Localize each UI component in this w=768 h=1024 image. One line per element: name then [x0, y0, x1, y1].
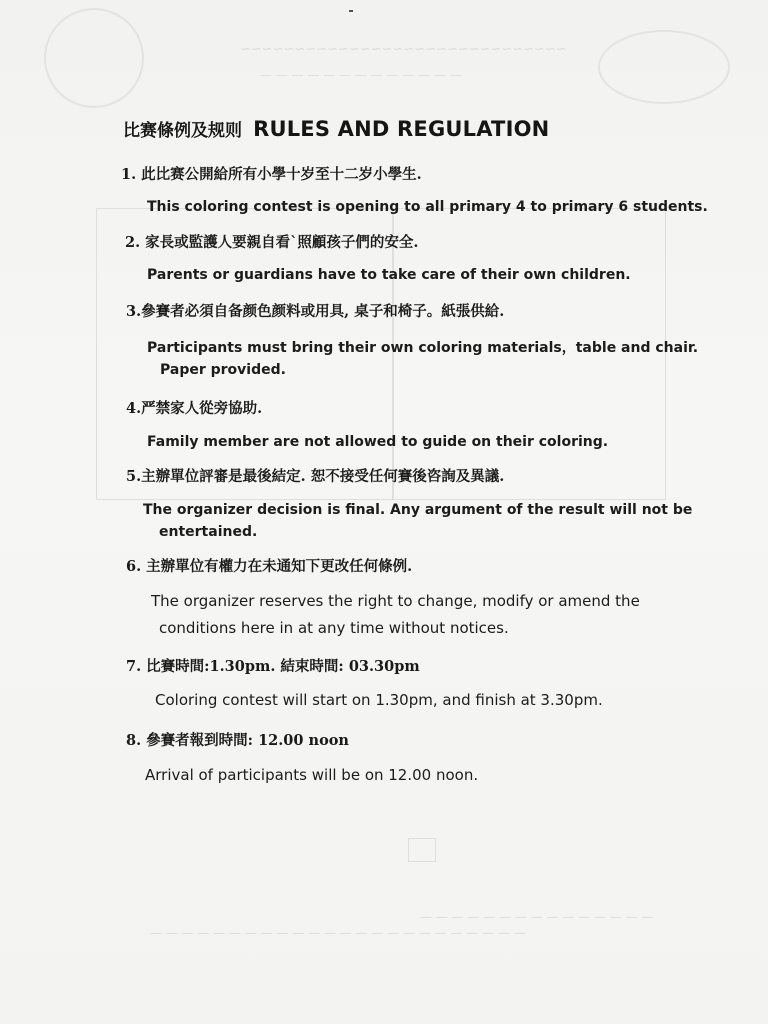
- rule-8-english: Arrival of participants will be on 12.00 noon.: [145, 766, 479, 784]
- rule-3-english-line-2: Paper provided.: [160, 362, 286, 378]
- page-title: [123, 116, 549, 141]
- rule-6-chinese: 6. 主辦單位有權力在未通知下更改任何條例.: [126, 558, 413, 575]
- bleed-through-text: — — — — — — — — — — — — — — —: [420, 910, 654, 924]
- bleed-through-field-box: [408, 838, 436, 862]
- rule-4-english: Family member are not allowed to guide on their coloring.: [147, 434, 609, 450]
- rule-6-english-line-1: The organizer reserves the right to change, modify or amend the: [151, 592, 640, 610]
- title-english: RULES AND REGULATION: [253, 117, 550, 141]
- rule-7-chinese: 7. 比賽時間:1.30pm. 結束時間: 03.30pm: [126, 658, 420, 675]
- rule-2-chinese: 2. 家長或監護人要親自看`照顧孩子們的安全.: [125, 234, 419, 251]
- rule-5-chinese: 5.主辦單位評審是最後結定. 恕不接受任何賽後咨詢及異議.: [126, 468, 505, 485]
- bleed-through-seal-icon: [598, 30, 730, 104]
- rule-4-chinese: 4.严禁家人從旁協助.: [126, 400, 263, 417]
- title-chinese: 比赛條例及规则: [123, 121, 242, 141]
- rule-1-chinese: 1. 此比赛公開給所有小學十岁至十二岁小學生.: [121, 166, 422, 183]
- rule-7-english: Coloring contest will start on 1.30pm, and finish at 3.30pm.: [155, 691, 603, 709]
- rule-3-chinese: 3.參賽者必須自备颜色颜料或用具, 桌子和椅子。紙張供給.: [126, 303, 505, 320]
- bleed-through-text: — — — — — — — — — — — — —: [260, 68, 462, 82]
- bleed-through-logo-icon: [44, 8, 144, 108]
- rule-3-english-line-1: Participants must bring their own coloring materials，table and chair.: [147, 340, 699, 356]
- rule-1-english: This coloring contest is opening to all primary 4 to primary 6 students.: [147, 199, 708, 215]
- rule-8-chinese: 8. 參賽者報到時間: 12.00 noon: [126, 732, 349, 749]
- rule-2-english: Parents or guardians have to take care of their own children.: [147, 267, 631, 283]
- rule-5-english-line-2: entertained.: [159, 524, 258, 540]
- rule-5-english-line-1: The organizer decision is final. Any argument of the result will not be: [143, 502, 693, 518]
- paper-mark: [349, 10, 353, 12]
- bleed-through-text: — — — — — — — — — — — — — — — — — — — — — — — —: [150, 926, 526, 940]
- bleed-through-text: ~~~~~~~~~~~~~~~~~~~~~~~~~~~~~~: [240, 42, 567, 57]
- rule-6-english-line-2: conditions here in at any time without notices.: [159, 619, 509, 637]
